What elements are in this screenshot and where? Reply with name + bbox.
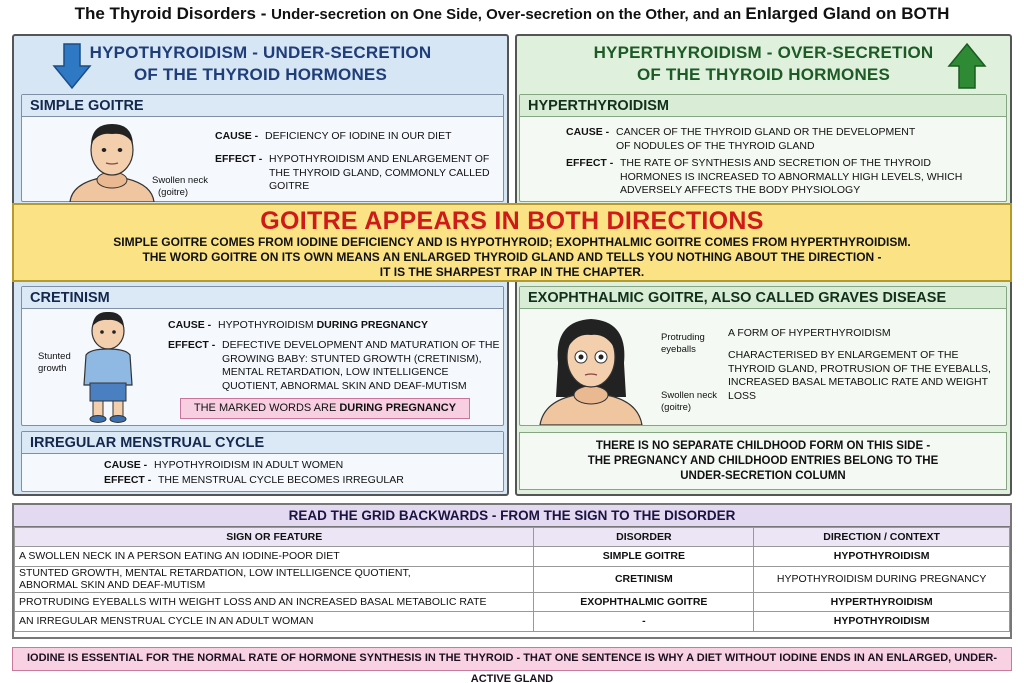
table-cell: AN IRREGULAR MENSTRUAL CYCLE IN AN ADULT WOMAN [15,612,534,632]
table-cell: SIMPLE GOITRE [534,547,754,567]
menstrual-card [21,431,504,492]
cause-key: CAUSE - [215,130,259,142]
menstrual-cause [104,459,494,473]
table-row [15,566,1010,592]
effect-text: DEFECTIVE DEVELOPMENT AND MATURATION OF THE GROWING BABY: STUNTED GROWTH (CRETINISM), MENTAL RETARDATION, LOW INTELLIGENCE QUOTIENT, ABNORMAL SKIN AND DEAF-MUTISM [222,339,500,392]
title-tail: Enlarged Gland on BOTH [745,4,950,23]
table-cell: HYPOTHYROIDISM DURING PREGNANCY [754,566,1010,592]
table-row [15,592,1010,612]
table-cell: A SWOLLEN NECK IN A PERSON EATING AN IODINE-POOR DIET [15,547,534,567]
swollen-neck-label-right [661,390,717,414]
note-bold-text: DURING PREGNANCY [339,402,457,414]
neck-label-1: Swollen neck [661,390,717,401]
banner-line-1: SIMPLE GOITRE COMES FROM IODINE DEFICIENCY AND IS HYPOTHYROID; EXOPHTHALMIC GOITRE COMES FROM HYPERTHYROIDISM. [113,235,911,249]
cause-key: CAUSE - [104,459,148,471]
child-icon [78,309,138,425]
swollen-neck-label-2: (goitre) [158,187,189,198]
grid-header-direction: DIRECTION / CONTEXT [754,528,1010,547]
graves-form-text: A FORM OF HYPERTHYROIDISM [728,327,891,339]
cause-key: CAUSE - [168,319,212,331]
hypo-heading-line-2: OF THE THYROID HORMONES [134,65,387,84]
swollen-neck-label-1: Swollen neck [152,175,208,186]
swollen-neck-label [152,175,208,199]
table-cell: STUNTED GROWTH, MENTAL RETARDATION, LOW INTELLIGENCE QUOTIENT, ABNORMAL SKIN AND DEAF-MUTISM [15,566,534,592]
graves-title: EXOPHTHALMIC GOITRE, ALSO CALLED GRAVES DISEASE [520,287,1006,309]
note-line-2: THE PREGNANCY AND CHILDHOOD ENTRIES BELONG TO THE [587,455,939,467]
reverse-grid [12,503,1012,639]
boy-face-icon [62,118,162,202]
table-cell: EXOPHTHALMIC GOITRE [534,592,754,612]
cretinism-effect [168,339,503,393]
hyper-effect [566,157,986,198]
table-cell: HYPERTHYROIDISM [754,592,1010,612]
banner-line-3: IT IS THE SHARPEST TRAP IN THE CHAPTER. [379,265,645,279]
hyper-heading-line-1: HYPERTHYROIDISM - OVER-SECRETION [593,43,934,62]
table-row [15,547,1010,567]
neck-label-2: (goitre) [661,402,692,413]
page-title [0,4,1024,24]
table-cell: CRETINISM [534,566,754,592]
banner-heading: GOITRE APPEARS IN BOTH DIRECTIONS [260,207,764,235]
title-sub: Under-secretion on One Side, Over-secretion on the Other, and an [271,6,746,23]
stunted-growth-label [38,351,71,375]
effect-key: EFFECT - [104,474,152,486]
simple-goitre-card [21,94,504,202]
effect-text: HYPOTHYROIDISM AND ENLARGEMENT OF THE THYROID GLAND, COMMONLY CALLED GOITRE [269,153,490,192]
marked-words-note [180,398,470,419]
eyes-label-2: eyeballs [661,344,696,355]
cause-text: HYPOTHYROIDISM [218,319,317,331]
no-childhood-note [519,432,1007,490]
effect-text: THE MENSTRUAL CYCLE BECOMES IRREGULAR [158,474,404,486]
effect-key: EFFECT - [168,339,216,351]
grid-table [14,527,1010,632]
effect-key: EFFECT - [215,153,263,165]
iodine-footer: IODINE IS ESSENTIAL FOR THE NORMAL RATE OF HORMONE SYNTHESIS IN THE THYROID - THAT ONE SENTENCE IS WHY A DIET WITHOUT IODINE ENDS IN AN ENLARGED, UNDER-ACTIVE GLAND [12,647,1012,671]
cause-text: CANCER OF THE THYROID GLAND OR THE DEVELOPMENT OF NODULES OF THE THYROID GLAND [616,126,916,152]
banner-line-2: THE WORD GOITRE ON ITS OWN MEANS AN ENLARGED THYROID GLAND AND TELLS YOU NOTHING ABOUT THE DIRECTION - [142,250,882,264]
menstrual-title: IRREGULAR MENSTRUAL CYCLE [22,432,503,454]
menstrual-effect [104,474,494,488]
grid-header-disorder: DISORDER [534,528,754,547]
hyperthyroidism-card [519,94,1007,202]
table-cell: HYPOTHYROIDISM [754,547,1010,567]
note-line-3: UNDER-SECRETION COLUMN [680,470,846,482]
cause-key: CAUSE - [566,126,610,138]
effect-key: EFFECT - [566,157,614,169]
title-main: The Thyroid Disorders - [74,4,272,23]
hypo-heading [14,42,507,86]
hyper-heading [517,42,1010,86]
cretinism-title: CRETINISM [22,287,503,309]
graves-text-1 [728,327,998,341]
cause-text: HYPOTHYROIDISM IN ADULT WOMEN [154,459,344,471]
graves-text-2 [728,349,1000,403]
woman-face-icon [536,311,646,425]
cause-text: DEFICIENCY OF IODINE IN OUR DIET [265,130,452,142]
cretinism-cause [168,319,498,333]
grid-header-sign: SIGN OR FEATURE [15,528,534,547]
grid-header-row [15,528,1010,547]
table-cell: - [534,612,754,632]
table-row [15,612,1010,632]
simple-goitre-title: SIMPLE GOITRE [22,95,503,117]
hypo-heading-line-1: HYPOTHYROIDISM - UNDER-SECRETION [89,43,432,62]
graves-characterised-text: CHARACTERISED BY ENLARGEMENT OF THE THYROID GLAND, PROTRUSION OF THE EYEBALLS, INCREASED BASAL METABOLIC RATE AND WEIGHT LOSS [728,349,991,402]
eyes-label-1: Protruding [661,332,705,343]
stunted-label-1: Stunted [38,351,71,362]
effect-text: THE RATE OF SYNTHESIS AND SECRETION OF THE THYROID HORMONES IS INCREASED TO ABNORMALLY HIGH LEVELS, WHICH ADVERSELY AFFECTS THE BODY PHYSIOLOGY [620,157,963,196]
protruding-eyeballs-label [661,332,705,356]
cause-bold-text: DURING PREGNANCY [316,319,429,331]
hyperthyroidism-title: HYPERTHYROIDISM [520,95,1006,117]
simple-goitre-effect [215,153,500,194]
hyper-cause [566,126,966,153]
graves-card [519,286,1007,426]
stunted-label-2: growth [38,363,67,374]
table-cell: PROTRUDING EYEBALLS WITH WEIGHT LOSS AND AN INCREASED BASAL METABOLIC RATE [15,592,534,612]
note-text: THE MARKED WORDS ARE [193,402,340,414]
hyper-heading-line-2: OF THE THYROID HORMONES [637,65,890,84]
goitre-banner [12,203,1012,282]
simple-goitre-cause [215,130,500,144]
grid-title: READ THE GRID BACKWARDS - FROM THE SIGN TO THE DISORDER [14,505,1010,527]
note-line-1: THERE IS NO SEPARATE CHILDHOOD FORM ON THIS SIDE - [595,440,931,452]
table-cell: HYPOTHYROIDISM [754,612,1010,632]
